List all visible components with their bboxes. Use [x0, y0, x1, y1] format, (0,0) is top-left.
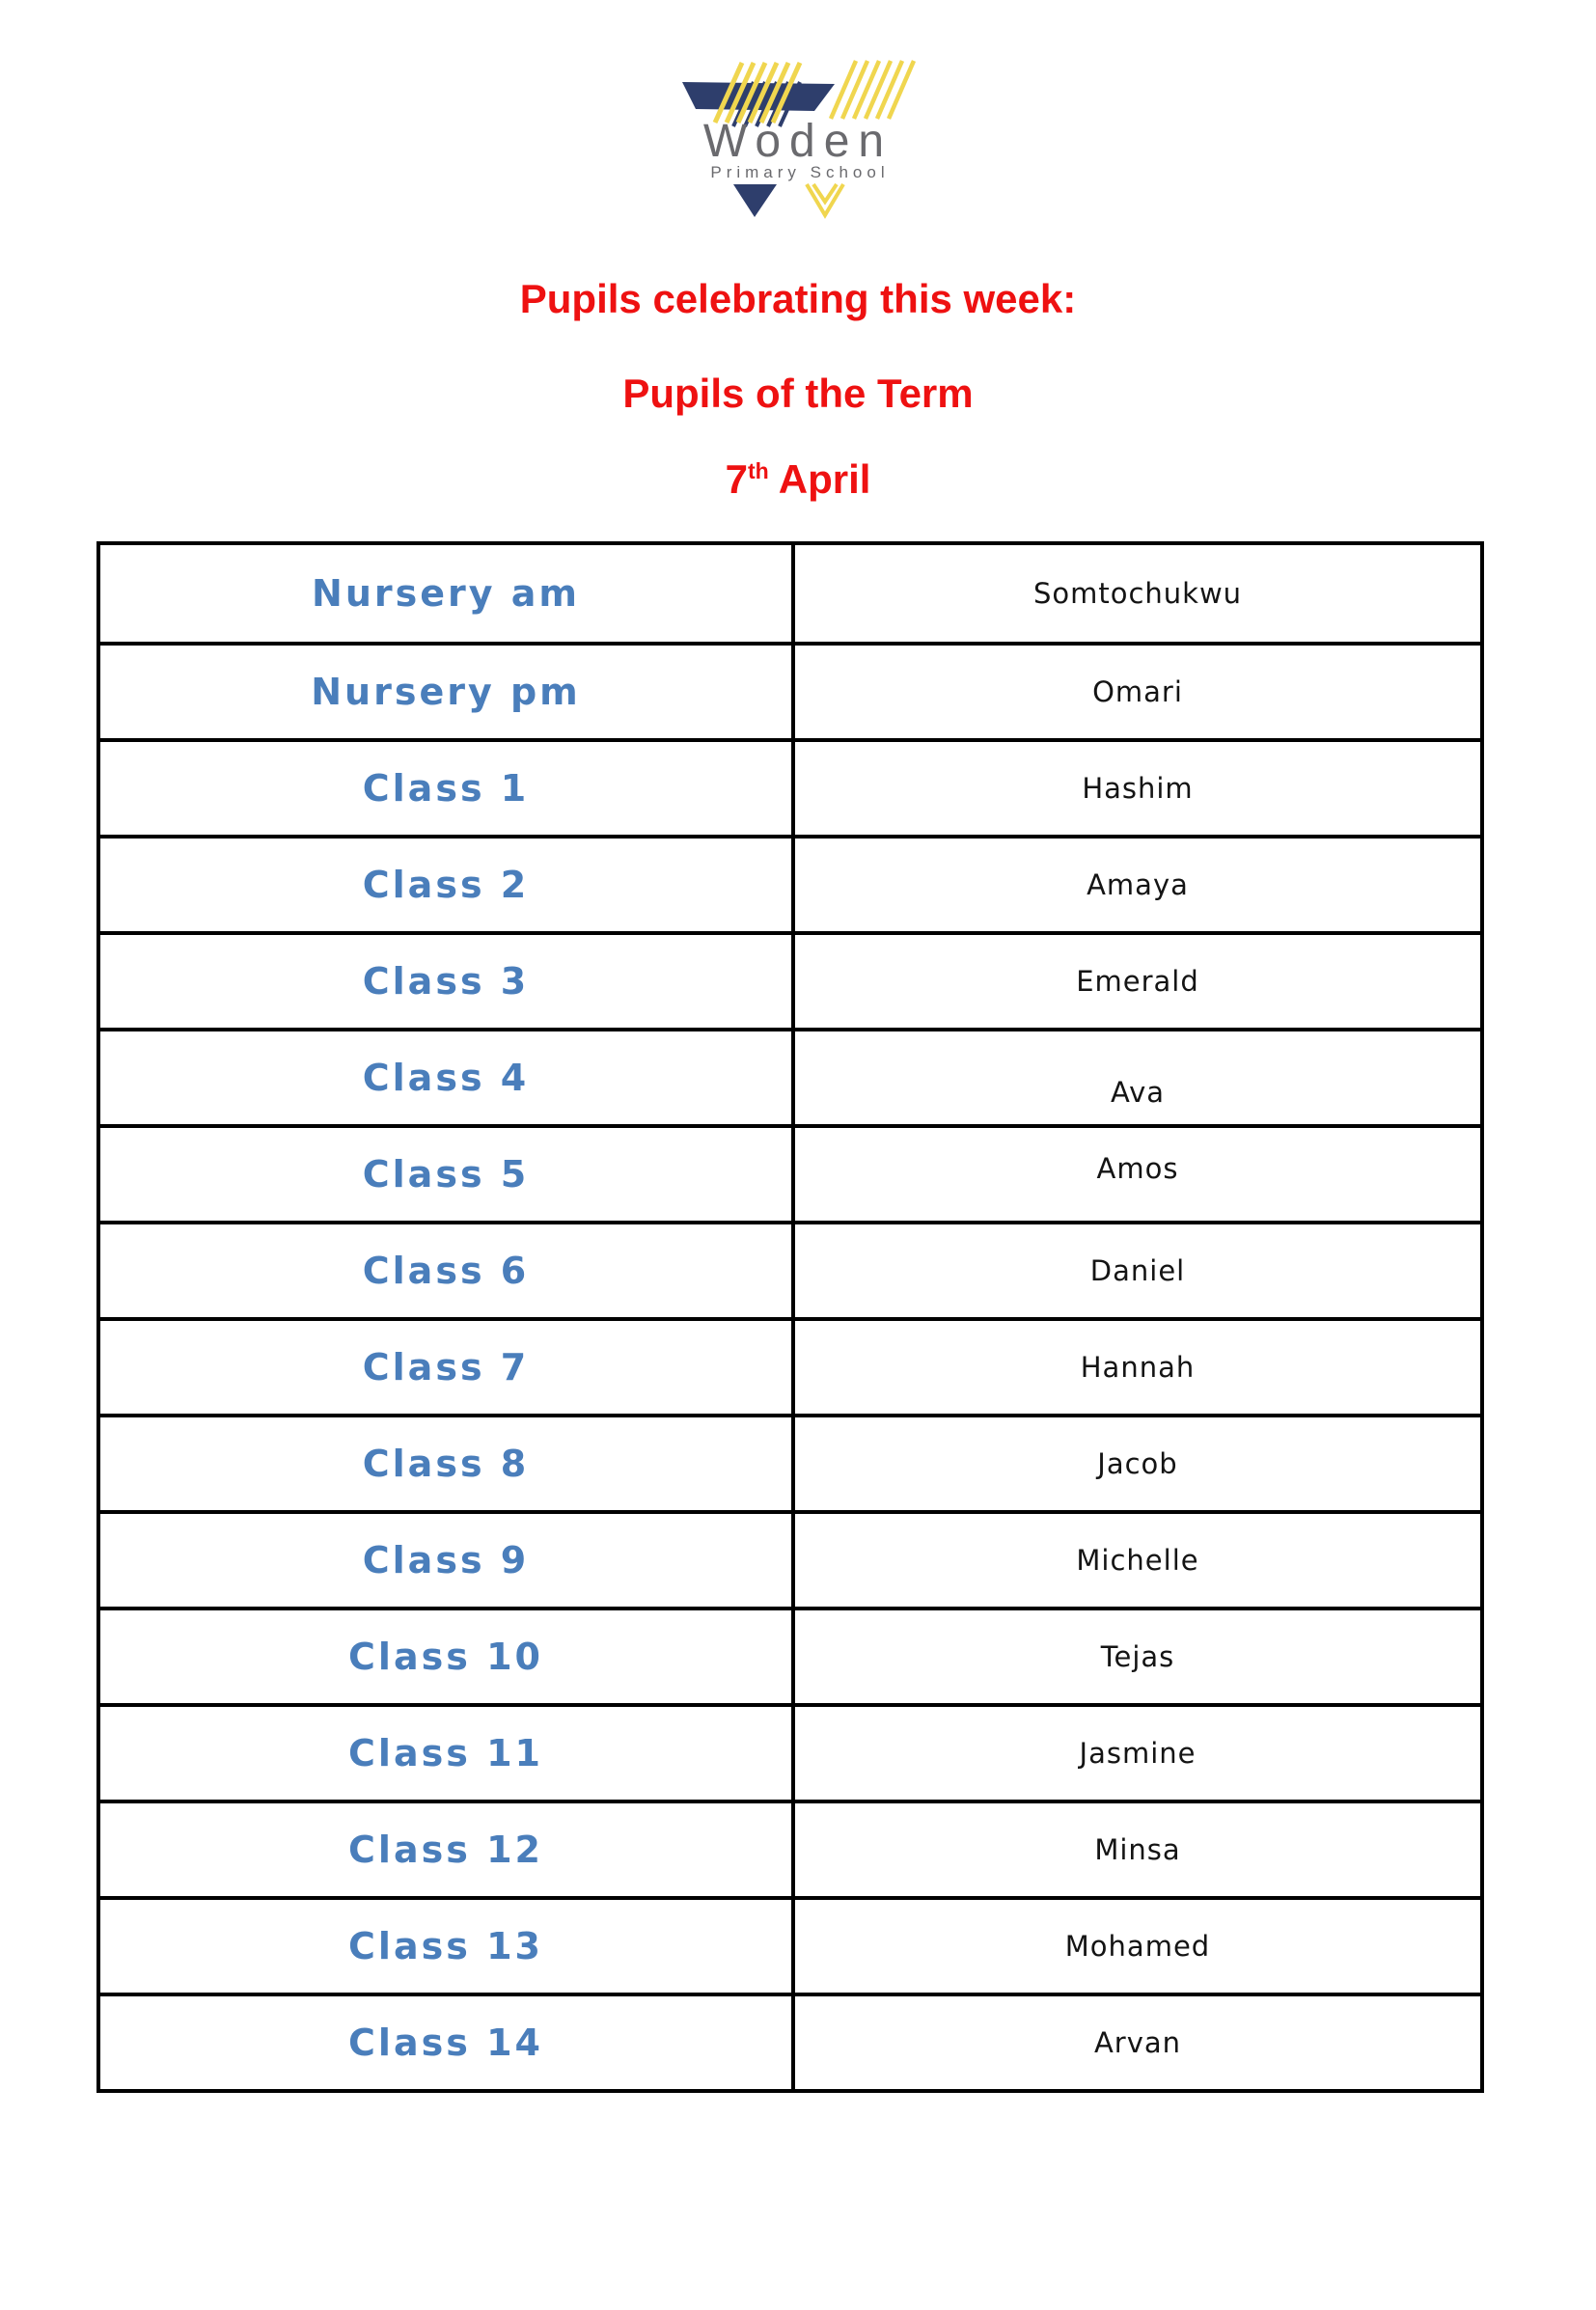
table-row	[100, 1414, 1480, 1510]
date-ordinal-suffix: th	[747, 457, 769, 483]
class-label: Nursery am	[100, 545, 795, 642]
table-row	[100, 1124, 1480, 1221]
class-label: Class 9	[100, 1514, 795, 1607]
table-row	[100, 1221, 1480, 1317]
class-label: Class 2	[100, 839, 795, 931]
pupil-name: Somtochukwu	[1032, 576, 1243, 610]
table-row	[100, 1703, 1480, 1800]
pupil-name: Tejas	[1100, 1639, 1175, 1673]
table-row	[100, 545, 1480, 642]
pupil-name: Daniel	[1089, 1253, 1186, 1287]
class-label: Class 6	[100, 1224, 795, 1317]
pupil-name: Amos	[1096, 1151, 1179, 1185]
table-row	[100, 1993, 1480, 2089]
heading-celebrating: Pupils celebrating this week:	[519, 276, 1077, 321]
pupil-name: Hashim	[1082, 771, 1194, 805]
class-label: Class 1	[100, 742, 795, 835]
table-row	[100, 1317, 1480, 1414]
pupil-name: Michelle	[1076, 1543, 1199, 1577]
date-number: 7	[725, 455, 748, 502]
pupil-name: Amaya	[1087, 867, 1189, 901]
heading-date	[0, 456, 1596, 503]
class-label: Nursery pm	[100, 646, 795, 738]
pupil-name: Ava	[1110, 1075, 1166, 1109]
class-label: Class 3	[100, 935, 795, 1028]
class-label: Class 13	[100, 1900, 795, 1993]
class-label: Class 10	[100, 1610, 795, 1703]
logo-yellow-stripes-right	[831, 61, 914, 119]
logo-title-text: Woden	[702, 116, 894, 167]
pupil-name: Jasmine	[1079, 1736, 1197, 1770]
school-logo	[673, 53, 923, 232]
school-logo-graphic	[673, 53, 923, 232]
class-label: Class 7	[100, 1321, 795, 1414]
class-label: Class 12	[100, 1803, 795, 1896]
table-row	[100, 1800, 1480, 1896]
class-label: Class 14	[100, 1996, 795, 2089]
pupil-name: Emerald	[1076, 964, 1199, 998]
table-row	[100, 1607, 1480, 1703]
pupils-table	[96, 541, 1484, 2093]
table-row	[100, 738, 1480, 835]
pupil-name: Minsa	[1094, 1832, 1181, 1866]
class-label: Class 11	[100, 1707, 795, 1800]
table-row	[100, 642, 1480, 738]
pupil-name: Arvan	[1093, 2025, 1182, 2059]
pupil-name: Omari	[1092, 674, 1183, 708]
logo-subtitle-text: Primary School	[710, 163, 890, 181]
table-row	[100, 1896, 1480, 1993]
table-row	[100, 1510, 1480, 1607]
class-label: Class 5	[100, 1128, 795, 1221]
date-month: April	[778, 455, 871, 502]
table-row	[100, 1028, 1480, 1124]
table-row	[100, 835, 1480, 931]
heading-pupils-of-term: Pupils of the Term	[622, 371, 974, 417]
class-label: Class 4	[100, 1031, 795, 1124]
logo-yellow-chevron	[807, 184, 843, 215]
pupil-name: Hannah	[1080, 1350, 1196, 1384]
table-row	[100, 931, 1480, 1028]
pupil-name: Jacob	[1097, 1446, 1178, 1480]
pupil-name: Mohamed	[1064, 1929, 1211, 1963]
class-label: Class 8	[100, 1417, 795, 1510]
logo-small-triangle	[733, 184, 777, 217]
